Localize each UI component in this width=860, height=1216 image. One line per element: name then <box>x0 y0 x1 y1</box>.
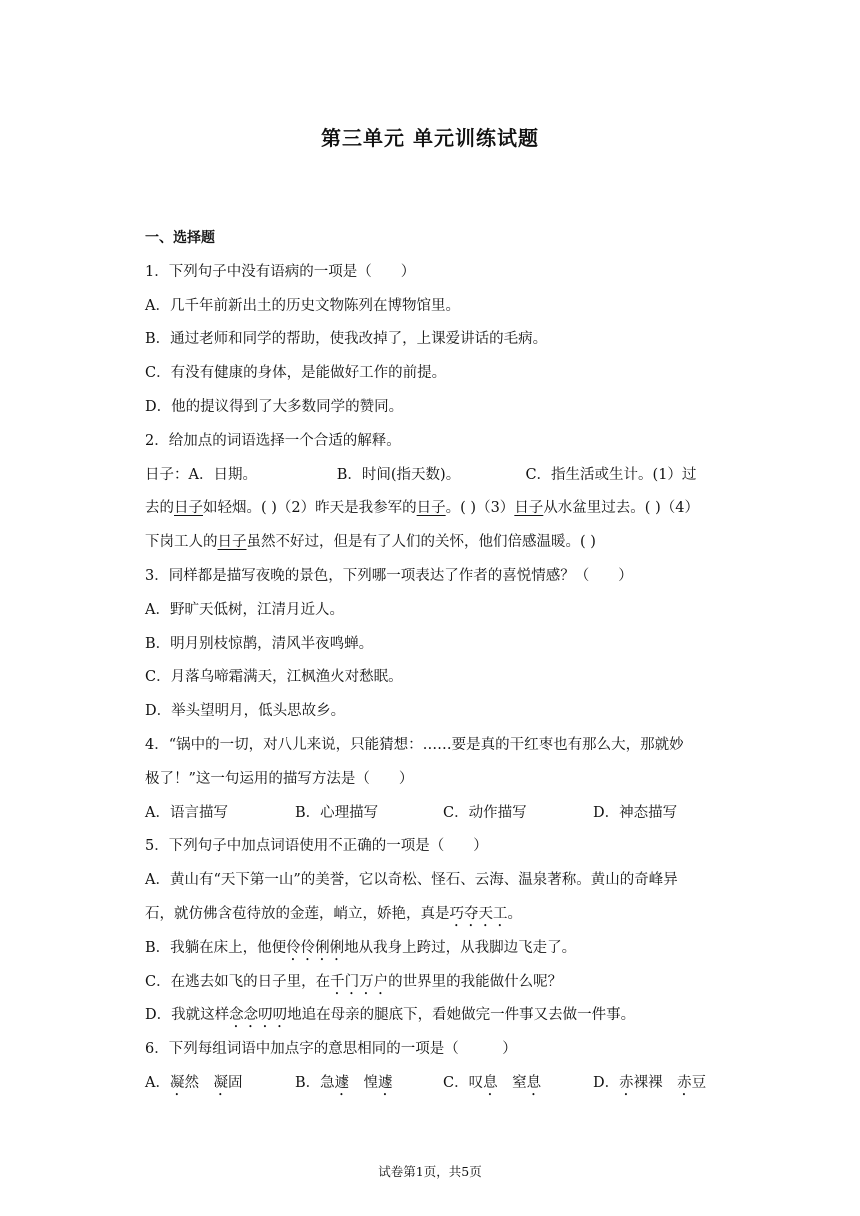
question-3 <box>145 560 725 729</box>
exam-content <box>145 222 725 1101</box>
dotted-char: 遽 <box>334 1074 350 1091</box>
question-stem: 2．给加点的词语选择一个合适的解释。 <box>145 432 401 449</box>
option-a-cont <box>145 898 725 932</box>
dotted-char: 赤 <box>619 1074 634 1091</box>
underlined-word: 日子 <box>514 500 544 517</box>
text: 。 <box>507 905 522 922</box>
option-c: C．月落乌啼霜满天，江枫渔火对愁眠。 <box>145 669 403 686</box>
question-stem: 3．同样都是描写夜晚的景色，下列哪一项表达了作者的喜悦情感？（ ） <box>145 567 633 584</box>
dotted-char: 凝 <box>213 1074 228 1091</box>
text: 固 <box>227 1074 243 1091</box>
label: D． <box>593 1074 620 1091</box>
dotted-char: 息 <box>526 1074 542 1091</box>
section-heading: 一、选择题 <box>145 230 215 246</box>
option-a: A．野旷天低树，江清月近人。 <box>145 601 344 618</box>
dotted-word: 巧夺天工 <box>449 905 508 922</box>
underlined-word: 日子 <box>174 500 203 517</box>
question-4 <box>145 729 725 830</box>
text: 下岗工人的 <box>145 534 218 551</box>
text: 地从我身上跨过，从我脚边飞走了。 <box>344 939 577 956</box>
option-d <box>593 1067 706 1101</box>
option-c: C．有没有健康的身体，是能做好工作的前提。 <box>145 365 447 382</box>
option-d: D．举头望明月，低头思故乡。 <box>145 703 346 720</box>
text: 的世界里的我能做什么呢？ <box>388 973 563 990</box>
option-b: B．明月别枝惊鹊，清风半夜鸣蝉。 <box>145 635 374 652</box>
text: 裸裸 <box>633 1074 663 1091</box>
dotted-char: 赤 <box>677 1074 692 1091</box>
question-stem: 5．下列句子中加点词语使用不正确的一项是（ ） <box>145 838 488 855</box>
text: 虽然不好过，但是有了人们的关怀，他们倍感温暖。( ) <box>246 534 596 551</box>
option-a: A．几千年前新出土的历史文物陈列在博物馆里。 <box>145 297 460 314</box>
option-b: B．通过老师和同学的帮助，使我改掉了，上课爱讲话的毛病。 <box>145 331 548 348</box>
option-b <box>295 1067 443 1101</box>
option-d <box>145 999 725 1033</box>
dotted-word: 千门万户 <box>330 973 389 990</box>
options-row <box>145 797 725 831</box>
label: C． <box>443 1074 469 1091</box>
sentence-line <box>145 526 725 560</box>
text: 石，就仿佛含苞待放的金莲，峭立，娇艳，真是 <box>145 905 450 922</box>
page-footer: 试卷第1页，共5页 <box>378 1164 482 1179</box>
option-b: B．心理描写 <box>295 804 379 821</box>
text: 然 <box>184 1074 199 1091</box>
question-stem-cont: 极了！”这一句运用的描写方法是（ ） <box>145 770 414 787</box>
option-c <box>443 1067 593 1101</box>
label: B． <box>295 1074 321 1091</box>
option-d: D．他的提议得到了大多数同学的赞同。 <box>145 398 404 415</box>
text: 地追在母亲的腿底下，看她做完一件事又去做一件事。 <box>287 1007 636 1024</box>
text: 窒 <box>512 1074 527 1091</box>
text: 。( )（3） <box>445 500 515 517</box>
text: 如轻烟。( )（2）昨天是我参军的 <box>203 500 417 517</box>
text: 叹 <box>468 1074 484 1091</box>
option-a: A．语言描写 <box>145 804 228 821</box>
page-title: 第三单元 单元训练试题 <box>321 126 539 150</box>
question-2 <box>145 425 725 560</box>
sentence-line <box>145 492 725 526</box>
text: B．我躺在床上，他便 <box>145 939 287 956</box>
dotted-word: 念念叨叨 <box>229 1007 288 1024</box>
label: A． <box>145 1074 170 1091</box>
option-d: D．神态描写 <box>593 804 678 821</box>
question-stem: 6．下列每组词语中加点字的意思相同的一项是（ ） <box>145 1041 517 1058</box>
options-row <box>145 1067 725 1101</box>
text: 从水盆里过去。( )（4） <box>543 500 699 517</box>
dotted-char: 遽 <box>378 1074 393 1091</box>
question-1 <box>145 256 725 425</box>
definition-line: 日子：A．日期。 B．时间(指天数)。 C．指生活或生计。(1）过 <box>145 466 697 483</box>
dotted-char: 凝 <box>169 1074 185 1091</box>
dotted-word: 伶伶俐俐 <box>286 939 345 956</box>
option-c: C．动作描写 <box>443 804 527 821</box>
dotted-char: 息 <box>483 1074 498 1091</box>
question-6 <box>145 1033 725 1101</box>
question-stem: 4．“锅中的一切，对八儿来说，只能猜想：……要是真的干红枣也有那么大，那就妙 <box>145 736 684 753</box>
question-stem: 1．下列句子中没有语病的一项是（ ） <box>145 263 416 280</box>
option-c <box>145 966 725 1000</box>
text: D．我就这样 <box>145 1007 230 1024</box>
question-5 <box>145 830 725 1033</box>
underlined-word: 日子 <box>217 534 247 551</box>
option-a <box>145 1067 295 1101</box>
text: 豆 <box>691 1074 707 1091</box>
option-b <box>145 932 725 966</box>
option-a: A．黄山有“天下第一山”的美誉，它以奇松、怪石、云海、温泉著称。黄山的奇峰异 <box>145 872 678 889</box>
text: 惶 <box>363 1074 379 1091</box>
text: C．在逃去如飞的日子里，在 <box>145 973 331 990</box>
text: 急 <box>320 1074 335 1091</box>
underlined-word: 日子 <box>416 500 446 517</box>
text: 去的 <box>145 500 174 517</box>
